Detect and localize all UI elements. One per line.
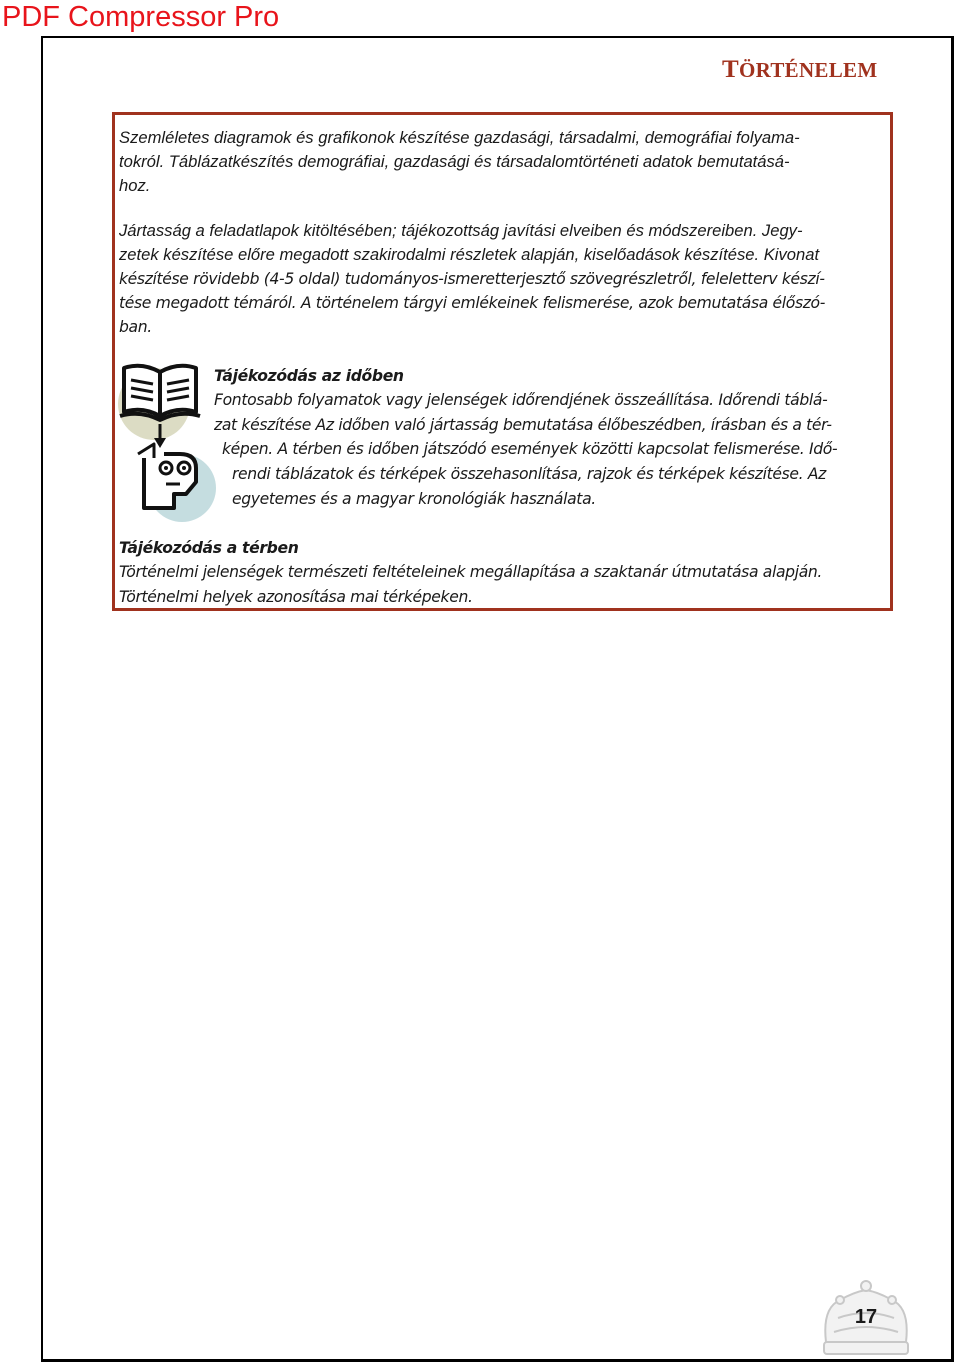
- skills-line: tése megadott témáról. A történelem tárgyi emlékeinek felismerése, azok bemutatása élőszó-: [119, 294, 826, 312]
- clipart-svg: [114, 358, 224, 528]
- page-number-badge: [818, 1278, 914, 1360]
- skills-line: ban.: [119, 318, 152, 336]
- time-line: Fontosabb folyamatok vagy jelenségek időrendjének összeállítása. Időrendi táblá-: [214, 391, 828, 409]
- header-title-rest: ÖRTÉNELEM: [738, 58, 878, 82]
- space-line: Történelmi helyek azonosítása mai térképeken.: [119, 588, 473, 606]
- open-book-icon: [120, 366, 200, 420]
- time-line: zat készítése Az időben való jártasság bemutatása élőbeszédben, írásban és a tér-: [214, 416, 832, 434]
- space-line: Történelmi jelenségek természeti feltételeinek megállapítása a szaktanár útmutatása alapján.: [119, 563, 823, 581]
- watermark: PDF Compressor Pro: [2, 1, 280, 33]
- skills-line: zetek készítése előre megadott szakirodalmi részletek alapján, kiselőadások készítése. Kivonat: [119, 245, 820, 264]
- page-number: 17: [854, 1306, 878, 1328]
- time-line: egyetemes és a magyar kronológiák használata.: [232, 490, 596, 508]
- intro-line: tokról. Táblázatkészítés demográfiai, gazdasági és társadalomtörténeti adatok bemutatásá-: [119, 152, 790, 171]
- skills-line: Jártasság a feladatlapok kitöltésében; tájékozottság javítási elveiben és módszereiben. Jegy-: [119, 221, 803, 240]
- page-header-title: [722, 57, 877, 83]
- header-title-initial: T: [722, 56, 739, 83]
- section-heading-space: Tájékozódás a térben: [119, 539, 299, 557]
- clipart-illustration: [114, 358, 224, 528]
- intro-line: Szemléletes diagramok és grafikonok készítése gazdasági, társadalmi, demográfiai folyama-: [119, 128, 800, 147]
- time-line: képen. A térben és időben játszódó események közötti kapcsolat felismerése. Idő-: [222, 440, 838, 458]
- section-heading-time: Tájékozódás az időben: [214, 367, 404, 385]
- skills-line: készítése rövidebb (4-5 oldal) tudományos-ismeretterjesztő szövegrészletről, feleletterv készí-: [119, 270, 825, 288]
- intro-line: hoz.: [119, 176, 151, 195]
- time-line: rendi táblázatok és térképek összehasonlítása, rajzok és térképek készítése. Az: [232, 465, 827, 483]
